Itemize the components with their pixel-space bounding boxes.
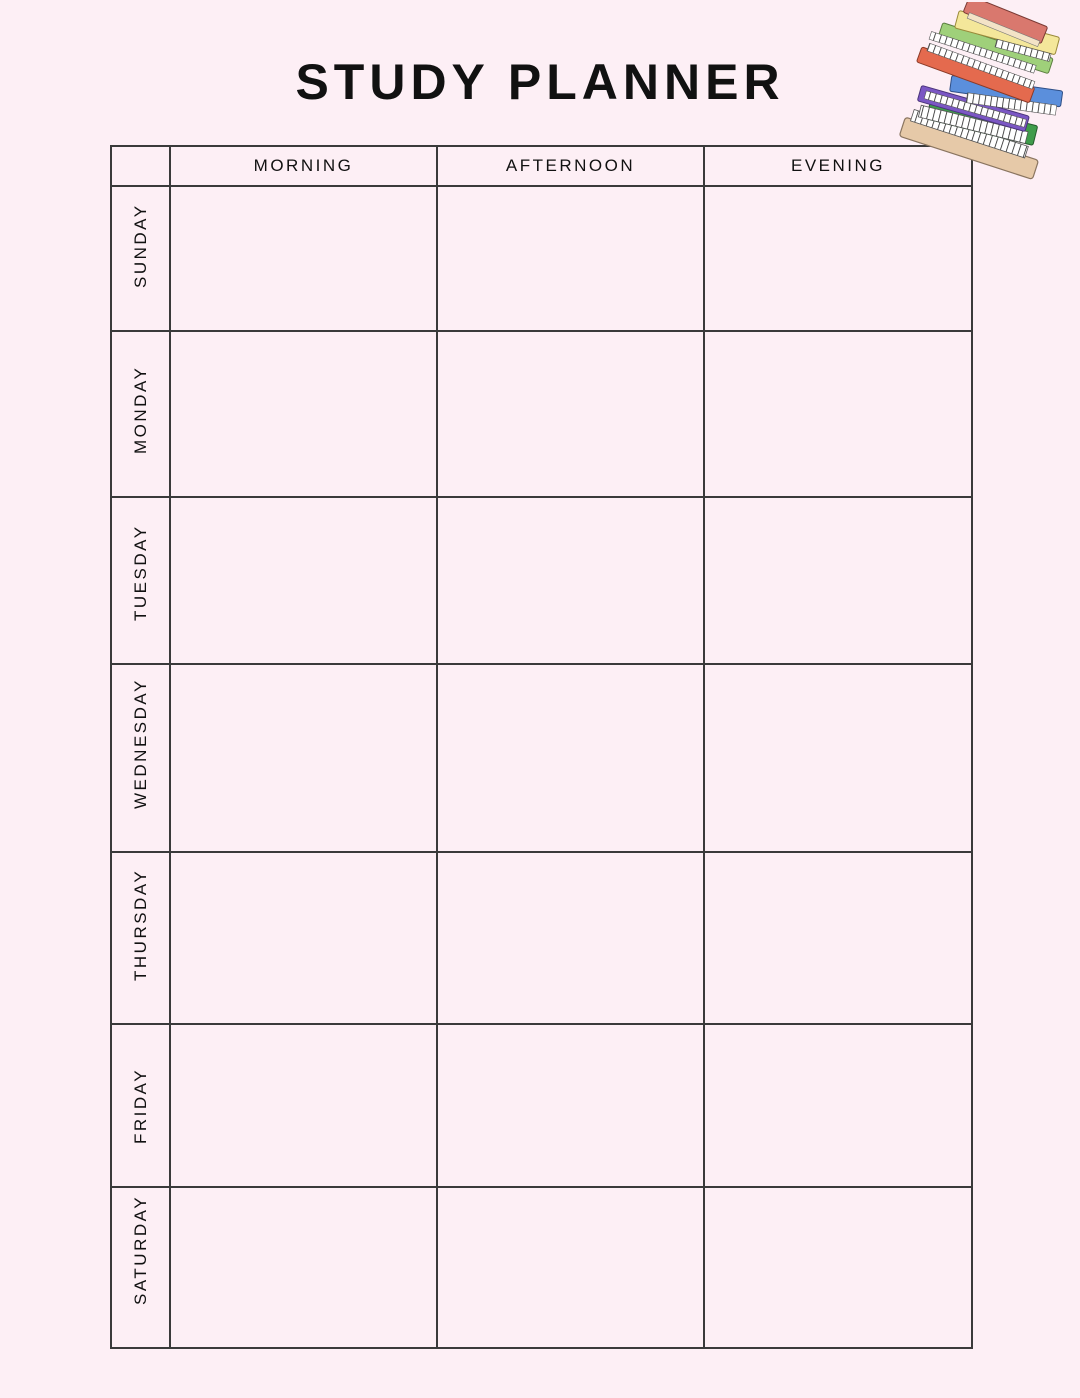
column-header-afternoon: AFTERNOON — [437, 146, 704, 186]
slot-sunday-morning[interactable] — [170, 186, 437, 331]
slot-tuesday-afternoon[interactable] — [437, 497, 704, 664]
day-row-friday — [111, 1024, 972, 1187]
header-row — [111, 146, 972, 186]
slot-wednesday-morning[interactable] — [170, 664, 437, 852]
slot-friday-afternoon[interactable] — [437, 1024, 704, 1187]
day-cell-thursday — [111, 852, 170, 1024]
slot-monday-morning[interactable] — [170, 331, 437, 497]
day-cell-friday — [111, 1024, 170, 1187]
day-label-thursday: THURSDAY — [130, 868, 150, 981]
day-label-wednesday: WEDNESDAY — [130, 678, 150, 809]
day-cell-sunday — [111, 186, 170, 331]
slot-thursday-evening[interactable] — [704, 852, 972, 1024]
slot-monday-evening[interactable] — [704, 331, 972, 497]
slot-saturday-morning[interactable] — [170, 1187, 437, 1348]
slot-wednesday-afternoon[interactable] — [437, 664, 704, 852]
day-cell-tuesday — [111, 497, 170, 664]
slot-sunday-evening[interactable] — [704, 186, 972, 331]
day-row-wednesday — [111, 664, 972, 852]
slot-tuesday-evening[interactable] — [704, 497, 972, 664]
day-label-saturday: SATURDAY — [130, 1194, 150, 1305]
day-row-monday — [111, 331, 972, 497]
slot-saturday-afternoon[interactable] — [437, 1187, 704, 1348]
day-label-monday: MONDAY — [130, 365, 150, 454]
slot-wednesday-evening[interactable] — [704, 664, 972, 852]
page-title: STUDY PLANNER — [295, 54, 785, 110]
day-label-sunday: SUNDAY — [130, 203, 150, 288]
day-row-saturday — [111, 1187, 972, 1348]
column-header-morning: MORNING — [170, 146, 437, 186]
day-label-friday: FRIDAY — [130, 1067, 150, 1144]
slot-friday-evening[interactable] — [704, 1024, 972, 1187]
slot-saturday-evening[interactable] — [704, 1187, 972, 1348]
planner-grid — [110, 145, 973, 1349]
day-row-thursday — [111, 852, 972, 1024]
slot-tuesday-morning[interactable] — [170, 497, 437, 664]
corner-cell — [111, 146, 170, 186]
day-label-tuesday: TUESDAY — [130, 524, 150, 621]
column-header-evening: EVENING — [704, 146, 972, 186]
book-stack-icon — [878, 2, 1070, 186]
day-row-sunday — [111, 186, 972, 331]
day-cell-wednesday — [111, 664, 170, 852]
day-cell-saturday — [111, 1187, 170, 1348]
slot-thursday-morning[interactable] — [170, 852, 437, 1024]
day-row-tuesday — [111, 497, 972, 664]
day-cell-monday — [111, 331, 170, 497]
slot-sunday-afternoon[interactable] — [437, 186, 704, 331]
slot-thursday-afternoon[interactable] — [437, 852, 704, 1024]
slot-monday-afternoon[interactable] — [437, 331, 704, 497]
slot-friday-morning[interactable] — [170, 1024, 437, 1187]
